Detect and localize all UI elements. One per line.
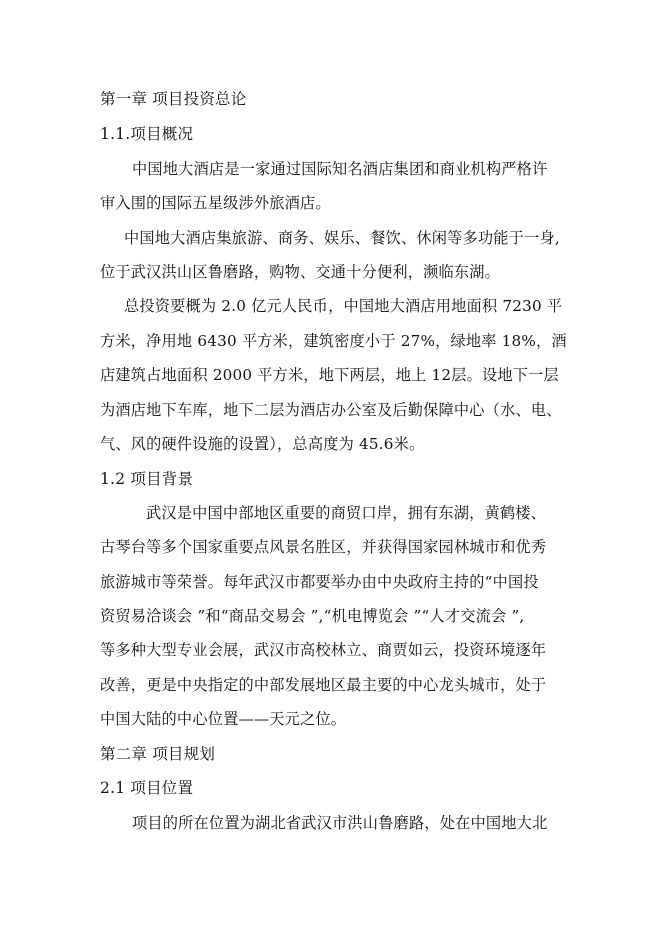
paragraph-line: 为酒店地下车库，地下二层为酒店办公室及后勤保障中心（水、电、 [100, 401, 562, 419]
section-1-1-title: 1.1.项目概况 [100, 125, 194, 143]
paragraph-line: 旅游城市等荣誉。每年武汉市都要举办由中央政府主持的“中国投 [100, 573, 539, 591]
paragraph-line: 改善，更是中央指定的中部发展地区最主要的中心龙头城市，处于 [100, 676, 547, 694]
paragraph-line: 项目的所在位置为湖北省武汉市洪山鲁磨路，处在中国地大北 [132, 814, 548, 832]
chapter-1-title: 第一章 项目投资总论 [100, 90, 247, 108]
section-2-1-title: 2.1 项目位置 [100, 779, 194, 797]
paragraph-line: 资贸易洽谈会 ”和“商品交易会 ”,“机电博览会 ”“人才交流会 ”, [100, 607, 525, 625]
section-1-2-title: 1.2 项目背景 [100, 470, 194, 488]
paragraph-line: 店建筑占地面积 2000 平方米，地下两层，地上 12层。设地下一层 [100, 366, 559, 384]
paragraph-line: 古琴台等多个国家重要点风景名胜区，并获得国家园林城市和优秀 [100, 538, 547, 556]
paragraph-line: 中国地大酒店是一家通过国际知名酒店集团和商业机构严格许 [132, 160, 548, 178]
chapter-2-title: 第二章 项目规划 [100, 745, 216, 763]
paragraph-line: 中国大陆的中心位置——天元之位。 [100, 710, 347, 728]
paragraph-line: 等多种大型专业会展，武汉市高校林立、商贾如云，投资环境逐年 [100, 641, 547, 659]
paragraph-line: 审入围的国际五星级涉外旅酒店。 [100, 194, 331, 212]
paragraph-line: 方米，净用地 6430 平方米，建筑密度小于 27%，绿地率 18%，酒 [100, 332, 567, 350]
paragraph-line: 中国地大酒店集旅游、商务、娱乐、餐饮、休闲等多功能于一身, [124, 229, 560, 247]
paragraph-line: 气、风的硬件设施的设置），总高度为 45.6米。 [100, 435, 425, 453]
paragraph-line: 总投资要概为 2.0 亿元人民币，中国地大酒店用地面积 7230 平 [124, 297, 563, 315]
paragraph-line: 武汉是中国中部地区重要的商贸口岸，拥有东湖，黄鹤楼、 [146, 504, 547, 522]
paragraph-line: 位于武汉洪山区鲁磨路，购物、交通十分便利，濒临东湖。 [100, 263, 501, 281]
